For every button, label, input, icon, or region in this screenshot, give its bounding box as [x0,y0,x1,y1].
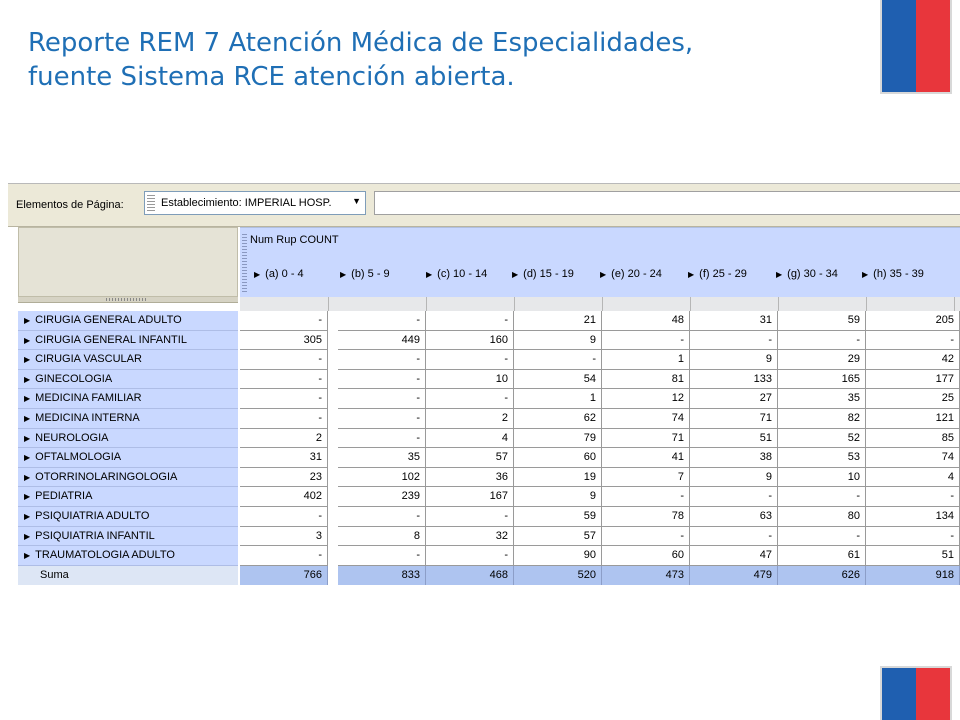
row-header-label: Suma [40,568,69,581]
table-cell[interactable]: - [240,546,328,566]
table-cell[interactable]: 8 [338,527,426,547]
column-header[interactable] [340,268,390,280]
table-cell[interactable]: - [602,527,690,547]
table-cell[interactable]: 3 [240,527,328,547]
table-row [18,429,960,449]
table-cell[interactable]: 63 [690,507,778,527]
table-cell[interactable]: 85 [866,429,960,449]
expand-triangle-icon[interactable]: ▶ [24,453,31,463]
row-header-label: PSIQUIATRIA ADULTO [35,510,150,522]
table-cell[interactable]: 29 [778,350,866,370]
column-resize-handle[interactable] [778,297,779,311]
row-header[interactable] [18,527,238,547]
table-cell[interactable]: 27 [690,389,778,409]
table-cell[interactable]: - [866,487,960,507]
pivot-table [8,227,960,594]
column-resize-handle[interactable] [328,297,329,311]
row-header[interactable] [18,409,238,429]
expand-triangle-icon[interactable]: ▶ [600,270,607,279]
table-row [18,546,960,566]
table-cell[interactable]: 57 [514,527,602,547]
table-cell[interactable]: 2 [240,429,328,449]
table-cell[interactable]: 133 [690,370,778,390]
expand-triangle-icon[interactable]: ▶ [24,433,31,443]
table-cell[interactable]: 468 [426,566,514,586]
table-cell[interactable]: 134 [866,507,960,527]
establishment-value: Establecimiento: IMPERIAL HOSP. [161,197,332,209]
expand-triangle-icon[interactable]: ▶ [24,512,31,521]
column-resize-handle[interactable] [514,297,515,311]
expand-triangle-icon[interactable]: ▶ [24,394,31,404]
table-cell[interactable]: - [866,527,960,547]
table-cell[interactable]: 47 [690,546,778,566]
table-cell[interactable]: 7 [602,468,690,488]
column-header-label: (g) 30 - 34 [787,268,838,280]
expand-triangle-icon[interactable]: ▶ [24,316,31,325]
table-cell[interactable]: - [602,331,690,351]
table-cell[interactable]: 167 [426,487,514,507]
table-cell[interactable]: 305 [240,331,328,351]
table-cell[interactable]: 61 [778,546,866,566]
table-cell[interactable]: - [778,527,866,547]
flag-blue-stripe [882,0,916,92]
table-cell[interactable]: - [338,389,426,409]
row-header-label: MEDICINA FAMILIAR [35,392,142,405]
table-cell[interactable]: 9 [514,487,602,507]
table-cell[interactable]: - [426,389,514,409]
table-cell[interactable]: 71 [690,409,778,429]
table-cell[interactable]: 53 [778,448,866,468]
table-cell[interactable]: 9 [690,468,778,488]
table-cell[interactable]: - [690,487,778,507]
row-header-label: CIRUGIA VASCULAR [35,353,142,366]
table-cell[interactable]: 9 [514,331,602,351]
table-cell[interactable]: - [240,350,328,370]
expand-triangle-icon[interactable]: ▶ [24,531,31,541]
column-header-label: (c) 10 - 14 [437,268,488,280]
table-cell[interactable]: 41 [602,448,690,468]
table-cell[interactable]: - [338,311,426,331]
table-cell[interactable]: 449 [338,331,426,351]
table-cell[interactable]: - [338,507,426,527]
table-cell[interactable]: - [778,487,866,507]
slide-title-line-2: fuente Sistema RCE atención abierta. [28,62,515,92]
expand-triangle-icon[interactable]: ▶ [24,414,31,423]
table-cell[interactable]: 205 [866,311,960,331]
column-resize-handle[interactable] [602,297,603,311]
table-row [18,487,960,507]
table-cell[interactable]: - [866,331,960,351]
column-header[interactable] [862,268,924,280]
table-cell[interactable]: - [338,370,426,390]
table-cell[interactable]: 10 [778,468,866,488]
table-cell[interactable]: 59 [778,311,866,331]
table-cell[interactable]: 21 [514,311,602,331]
table-cell[interactable]: 2 [426,409,514,429]
table-cell[interactable]: 165 [778,370,866,390]
expand-triangle-icon[interactable]: ▶ [426,270,433,279]
column-header-area [240,227,960,297]
table-cell[interactable]: 121 [866,409,960,429]
table-cell[interactable]: - [338,429,426,449]
table-cell[interactable]: 90 [514,546,602,566]
expand-triangle-icon[interactable]: ▶ [24,472,31,482]
expand-triangle-icon[interactable]: ▶ [776,270,783,279]
column-header-label: (h) 35 - 39 [873,268,924,280]
table-cell[interactable]: - [338,409,426,429]
table-cell[interactable]: - [426,507,514,527]
table-cell[interactable]: 42 [866,350,960,370]
table-row [18,468,960,488]
table-cell[interactable]: 25 [866,389,960,409]
table-row [18,331,960,351]
row-header-label: OTORRINOLARINGOLOGIA [35,470,178,483]
expand-triangle-icon[interactable]: ▶ [24,551,31,561]
table-cell[interactable]: 19 [514,468,602,488]
table-cell[interactable]: 31 [240,448,328,468]
column-header[interactable] [688,268,747,280]
table-cell[interactable]: 78 [602,507,690,527]
expand-triangle-icon[interactable]: ▶ [688,270,695,279]
table-cell[interactable]: 60 [602,546,690,566]
table-cell[interactable]: - [426,546,514,566]
row-header[interactable] [18,468,238,488]
row-header-label: OFTALMOLOGIA [35,451,122,464]
row-header[interactable] [18,448,238,468]
page-elements-drop-area[interactable] [374,191,960,215]
flag-red-stripe [916,0,950,92]
table-cell[interactable]: 81 [602,370,690,390]
row-header[interactable] [18,311,238,331]
column-header[interactable] [254,268,304,280]
flag-logo-bottom [882,668,950,720]
table-cell[interactable]: 4 [866,468,960,488]
table-cell[interactable]: 51 [690,429,778,449]
table-cell[interactable]: 102 [338,468,426,488]
column-resize-handle[interactable] [954,297,955,311]
column-header[interactable] [600,268,662,280]
row-header[interactable] [18,350,238,370]
table-cell[interactable]: 48 [602,311,690,331]
row-header-label: NEUROLOGIA [35,431,109,444]
table-row [18,370,960,390]
table-cell[interactable]: 79 [514,429,602,449]
flag-red-stripe [916,668,950,720]
table-cell[interactable]: 51 [866,546,960,566]
table-cell[interactable]: 57 [426,448,514,468]
table-cell[interactable]: 80 [778,507,866,527]
table-cell[interactable]: 12 [602,389,690,409]
table-cell[interactable]: - [778,331,866,351]
column-header-label: (b) 5 - 9 [351,268,390,280]
column-header[interactable] [426,268,487,280]
table-cell[interactable]: 4 [426,429,514,449]
chevron-down-icon[interactable]: ▼ [352,196,361,206]
expand-triangle-icon[interactable]: ▶ [340,270,347,279]
table-row [18,527,960,547]
table-cell[interactable]: 1 [602,350,690,370]
table-cell[interactable]: - [602,487,690,507]
page-elements-label: Elementos de Página: [16,199,124,211]
total-row-label [18,566,238,586]
column-header[interactable] [512,268,574,280]
table-cell[interactable]: 82 [778,409,866,429]
table-cell[interactable]: 38 [690,448,778,468]
table-cell[interactable]: 160 [426,331,514,351]
row-header[interactable] [18,389,238,409]
slide-title-line-1: Reporte REM 7 Atención Médica de Especialidades, [28,28,694,58]
page-elements-bar [8,184,960,227]
row-header-label: GINECOLOGIA [35,372,113,385]
table-cell[interactable]: - [426,350,514,370]
table-cell[interactable]: 71 [602,429,690,449]
column-resize-handle[interactable] [426,297,427,311]
table-cell[interactable]: 479 [690,566,778,586]
table-cell[interactable]: 74 [866,448,960,468]
total-row [18,566,960,586]
row-header-label: MEDICINA INTERNA [35,412,140,424]
table-row [18,507,960,527]
flag-blue-stripe [882,668,916,720]
table-cell[interactable]: 35 [778,389,866,409]
row-header-label: TRAUMATOLOGIA ADULTO [35,549,175,562]
table-cell[interactable]: - [240,370,328,390]
row-header[interactable] [18,546,238,566]
table-row [18,350,960,370]
table-cell[interactable]: - [338,350,426,370]
row-header[interactable] [18,331,238,351]
expand-triangle-icon[interactable]: ▶ [24,335,31,345]
table-cell[interactable]: 60 [514,448,602,468]
table-cell[interactable]: - [240,311,328,331]
row-header-corner [18,227,238,297]
column-header-label: (a) 0 - 4 [265,268,304,280]
table-cell[interactable]: - [338,546,426,566]
table-cell[interactable]: - [240,507,328,527]
table-cell[interactable]: - [690,331,778,351]
table-cell[interactable]: - [426,311,514,331]
table-cell[interactable]: 54 [514,370,602,390]
table-cell[interactable]: - [240,389,328,409]
expand-triangle-icon[interactable]: ▶ [24,355,31,365]
table-cell[interactable]: 32 [426,527,514,547]
pivot-report-window [8,183,960,594]
table-row [18,311,960,331]
table-cell[interactable]: 35 [338,448,426,468]
establishment-dropdown[interactable] [144,191,366,215]
row-header[interactable] [18,370,238,390]
column-header-label: (d) 15 - 19 [523,268,574,280]
table-cell[interactable]: 833 [338,566,426,586]
column-header-label: (f) 25 - 29 [699,268,747,280]
column-resize-handle[interactable] [690,297,691,311]
row-header-label: PEDIATRIA [35,490,93,503]
table-cell[interactable]: 473 [602,566,690,586]
table-cell[interactable]: - [240,409,328,429]
row-header[interactable] [18,429,238,449]
table-row [18,409,960,429]
table-cell[interactable]: 918 [866,566,960,586]
row-header-label: CIRUGIA GENERAL ADULTO [35,314,182,326]
expand-triangle-icon[interactable]: ▶ [24,492,31,502]
measure-label[interactable]: Num Rup COUNT [250,234,339,246]
table-cell[interactable]: 177 [866,370,960,390]
table-cell[interactable]: 402 [240,487,328,507]
table-cell[interactable]: 9 [690,350,778,370]
expand-triangle-icon[interactable]: ▶ [24,374,31,384]
table-cell[interactable]: 59 [514,507,602,527]
table-cell[interactable]: 62 [514,409,602,429]
row-header-label: CIRUGIA GENERAL INFANTIL [35,333,187,346]
table-cell[interactable]: 1 [514,389,602,409]
table-cell[interactable]: 626 [778,566,866,586]
drag-handle-icon[interactable] [242,232,247,292]
slide-title [28,26,848,94]
table-row [18,448,960,468]
column-resize-handle[interactable] [866,297,867,311]
table-cell[interactable]: 74 [602,409,690,429]
expand-triangle-icon[interactable]: ▶ [862,270,869,279]
table-cell[interactable]: - [514,350,602,370]
column-header-label: (e) 20 - 24 [611,268,662,280]
table-cell[interactable]: 31 [690,311,778,331]
table-cell[interactable]: - [690,527,778,547]
table-cell[interactable]: 239 [338,487,426,507]
column-header[interactable] [776,268,838,280]
table-cell[interactable]: 10 [426,370,514,390]
table-cell[interactable]: 36 [426,468,514,488]
row-header-resize-handle[interactable] [18,297,238,303]
row-header-label: PSIQUIATRIA INFANTIL [35,529,155,542]
expand-triangle-icon[interactable]: ▶ [512,270,519,279]
table-cell[interactable]: 52 [778,429,866,449]
expand-triangle-icon[interactable]: ▶ [254,270,261,279]
table-cell[interactable]: 23 [240,468,328,488]
table-cell[interactable]: 766 [240,566,328,586]
table-cell[interactable]: 520 [514,566,602,586]
flag-logo-top [882,0,950,92]
drag-handle-icon[interactable] [147,195,155,211]
row-header[interactable] [18,507,238,527]
column-resize-strip[interactable] [240,297,960,311]
row-header[interactable] [18,487,238,507]
table-row [18,389,960,409]
